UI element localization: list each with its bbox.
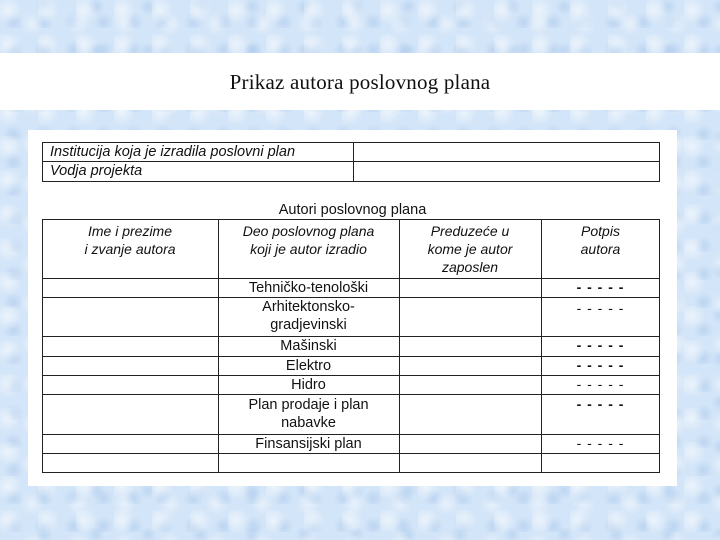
part-cell: Tehničko-tenološki [248, 280, 369, 296]
row-divider-5 [42, 394, 660, 395]
part-cell: Plan prodaje i plan nabavke [248, 397, 369, 431]
info-row-divider [42, 161, 660, 162]
row-divider-7 [42, 453, 660, 454]
table-title: Autori poslovnog plana [278, 202, 427, 218]
header-part: Deo poslovnog plana koji je autor izradio [242, 223, 375, 257]
form-image [28, 130, 677, 486]
part-cell: Mašinski [280, 338, 337, 354]
signature-cell: - - - - - [576, 337, 625, 353]
signature-cell: - - - - - [576, 357, 625, 373]
signature-cell: - - - - - [576, 435, 625, 451]
project-lead-label: Vodja projekta [50, 163, 143, 179]
header-signature: Potpis autora [580, 223, 621, 257]
signature-cell: - - - - - [576, 376, 625, 392]
header-name: Ime i prezime i zvanje autora [84, 223, 176, 257]
signature-cell: - - - - - [576, 396, 625, 412]
signature-cell: - - - - - [576, 300, 625, 316]
signature-cell: - - - - - [576, 279, 625, 295]
part-cell: Arhitektonsko- gradjevinski [262, 299, 355, 333]
part-cell: Hidro [291, 377, 326, 393]
part-cell: Elektro [285, 358, 332, 374]
part-cell: Finsansijski plan [255, 436, 362, 452]
institution-label: Institucija koja je izradila poslovni plan [50, 144, 296, 160]
header-company: Preduzeće u kome je autor zaposlen [427, 223, 513, 275]
page-title: Prikaz autora poslovnog plana [229, 70, 491, 94]
info-column-divider [353, 142, 354, 182]
